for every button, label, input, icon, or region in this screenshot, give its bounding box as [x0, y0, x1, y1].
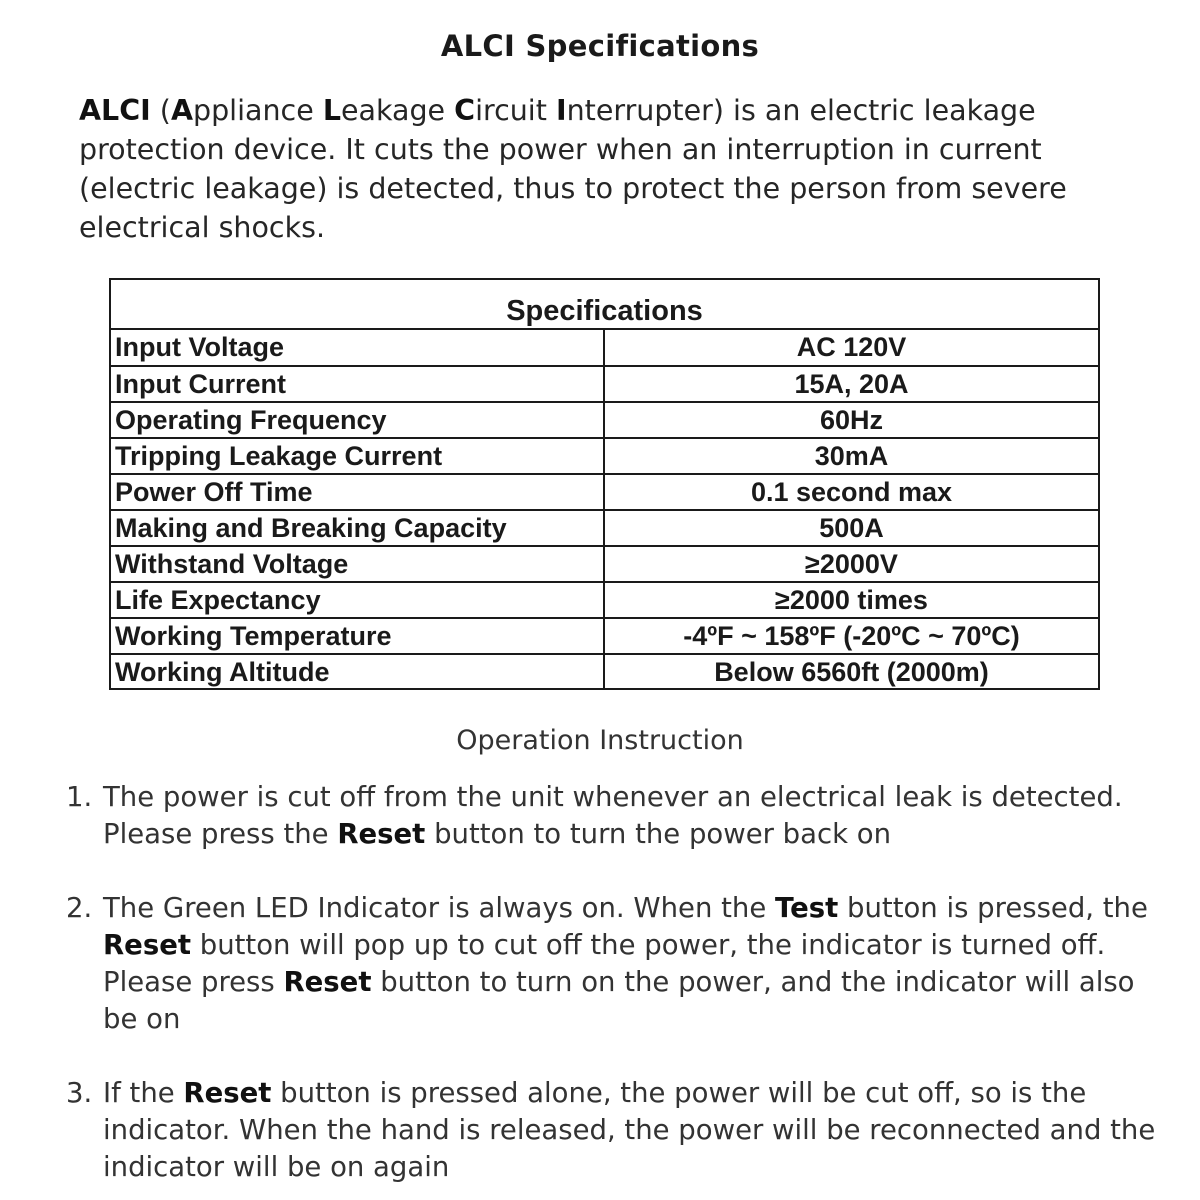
table-row	[111, 582, 1098, 618]
intro-acronym-letter: L	[322, 94, 341, 127]
step-text	[103, 890, 1176, 1038]
intro-text: ppliance	[193, 94, 323, 127]
spec-value: Below 6560ft (2000m)	[714, 657, 989, 688]
spec-param: Working Temperature	[111, 618, 604, 654]
spec-value: 15A, 20A	[604, 366, 1098, 402]
step-text-part: button is pressed, the	[838, 892, 1148, 924]
spec-param: Tripping Leakage Current	[111, 438, 604, 474]
intro-text: ircuit	[475, 94, 556, 127]
spec-param: Withstand Voltage	[111, 546, 604, 582]
operation-instruction-title: Operation Instruction	[456, 725, 744, 756]
intro-paragraph	[79, 91, 1159, 247]
table-row	[111, 330, 1098, 366]
specifications-title: Specifications	[111, 280, 1098, 330]
step-text	[103, 779, 1176, 853]
step-text	[103, 1075, 1176, 1186]
table-row	[111, 366, 1098, 402]
spec-param: Operating Frequency	[111, 402, 604, 438]
spec-value: AC 120V	[604, 330, 1098, 366]
test-keyword: Test	[775, 892, 839, 924]
intro-alci: ALCI	[79, 94, 151, 127]
intro-acronym-letter: I	[555, 94, 567, 127]
spec-value: 30mA	[604, 438, 1098, 474]
spec-value: ≥2000V	[604, 546, 1098, 582]
step-text-part: button is pressed alone, the power will be cut off, so is the indicator. When the hand is released, the power will be reconnected and the indicator will be on again	[103, 1077, 1156, 1183]
instruction-step-1	[66, 779, 1176, 853]
spec-param: Life Expectancy	[111, 582, 604, 618]
step-text-part: If the	[103, 1077, 184, 1109]
spec-param: Making and Breaking Capacity	[111, 510, 604, 546]
reset-keyword: Reset	[183, 1077, 272, 1109]
table-row	[111, 438, 1098, 474]
step-text-part: The power is cut off from the unit whenever an electrical leak is detected. Please press the	[103, 781, 1123, 850]
spec-value: 500A	[604, 510, 1098, 546]
spec-value: -4ºF ~ 158ºF (-20ºC ~ 70ºC)	[604, 618, 1098, 654]
intro-acronym-letter: A	[170, 94, 193, 127]
table-row	[111, 474, 1098, 510]
table-row	[111, 618, 1098, 654]
spec-param: Working Altitude	[111, 654, 604, 690]
reset-keyword: Reset	[337, 818, 426, 850]
step-text-part: The Green LED Indicator is always on. When the	[103, 892, 775, 924]
specifications-table	[109, 278, 1100, 690]
spec-value: 60Hz	[604, 402, 1098, 438]
table-row	[111, 654, 1098, 690]
spec-param: Power Off Time	[111, 474, 604, 510]
step-number: 2.	[66, 892, 93, 924]
instruction-step-2	[66, 890, 1176, 1038]
spec-param: Input Current	[111, 366, 604, 402]
intro-text: eakage	[340, 94, 455, 127]
step-number: 1.	[66, 781, 93, 813]
spec-value: ≥2000 times	[604, 582, 1098, 618]
table-row	[111, 546, 1098, 582]
step-text-part: button to turn the power back on	[425, 818, 892, 850]
table-row	[111, 402, 1098, 438]
step-text-part: button will pop up to cut off the power, the indicator is turned off. Please press	[103, 929, 1106, 998]
step-text-part: button to turn on the power, and the indicator will also be on	[103, 966, 1135, 1035]
step-number: 3.	[66, 1077, 93, 1109]
spec-value: 0.1 second max	[604, 474, 1098, 510]
instruction-step-3	[66, 1075, 1176, 1186]
table-row	[111, 510, 1098, 546]
specifications-grid	[111, 330, 1098, 690]
intro-acronym-letter: C	[454, 94, 476, 127]
intro-text: nterrupter) is an electric leakage protection device. It cuts the power when an interruption in current (electric leakage) is detected, thus to protect the person from severe electrical shocks.	[79, 94, 1067, 244]
spec-param: Input Voltage	[111, 330, 604, 366]
intro-text: (	[150, 94, 171, 127]
reset-keyword: Reset	[103, 929, 191, 961]
page-title: ALCI Specifications	[440, 29, 760, 63]
reset-keyword: Reset	[283, 966, 372, 998]
